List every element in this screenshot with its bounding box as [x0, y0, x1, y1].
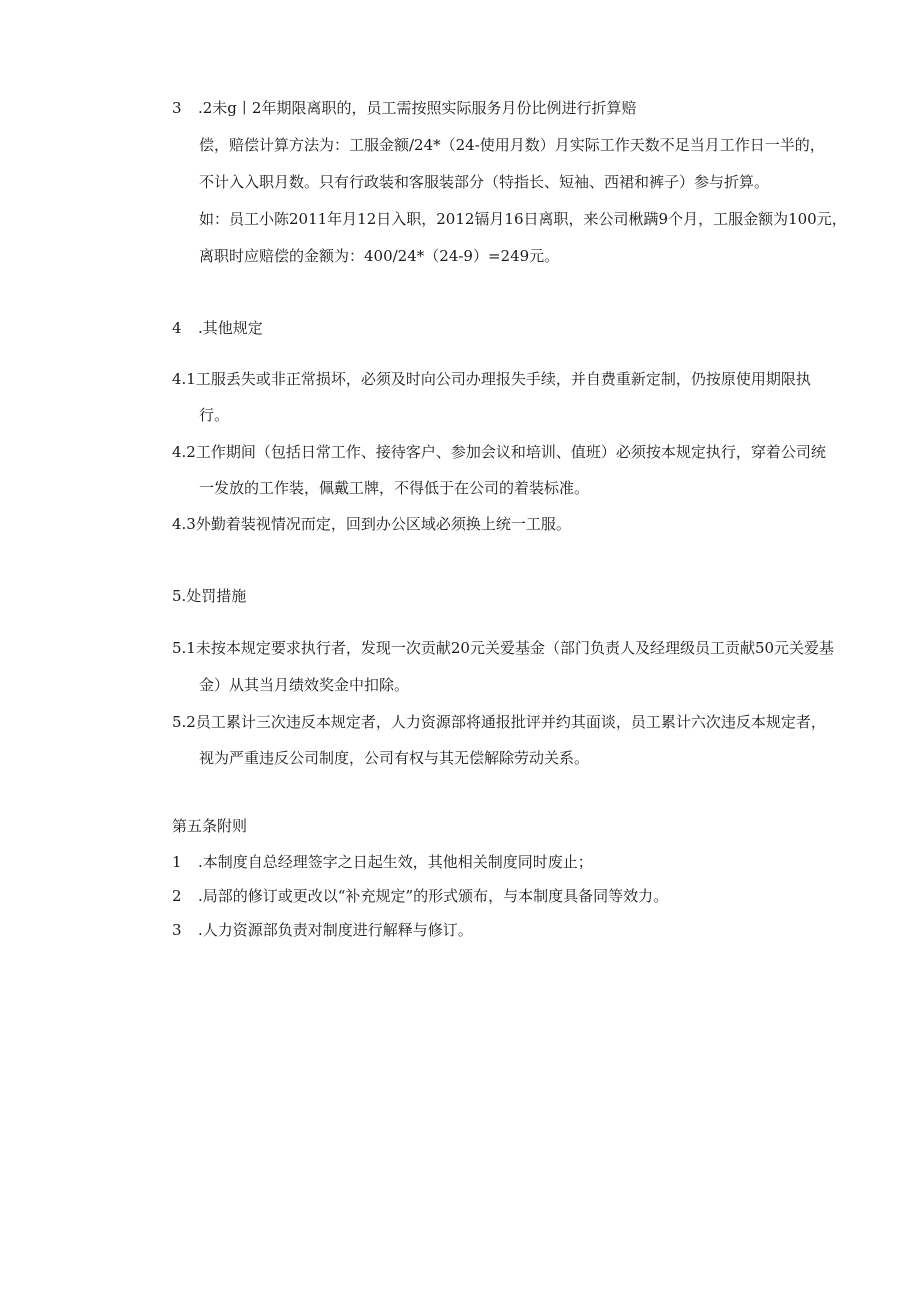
clause-5-1-text: 未按本规定要求执行者，发现一次贡献20元关爱基金（部门负责人及经理级员工贡献50元关爱基 [195, 639, 835, 657]
section-5-heading: 5.处罚措施 [172, 587, 247, 605]
article-5-item-3-number: 3 [172, 921, 182, 939]
article-5-item-1-text: .本制度自总经理签字之日起生效，其他相关制度同时废止； [198, 853, 593, 871]
section-4-number: 4 [172, 319, 182, 337]
clause-5-1-line-2: 金）从其当月绩效奖金中扣除。 [199, 676, 410, 694]
clause-4-3 [172, 514, 571, 534]
clause-4-1-line-1 [172, 369, 811, 389]
section-4-title: .其他规定 [198, 319, 263, 337]
clause-3-2-number: 3 [172, 99, 182, 117]
article-5-item-2 [172, 886, 668, 906]
article-5-item-2-text: .局部的修订或更改以“补充规定”的形式颁布，与本制度具备同等效力。 [198, 887, 669, 905]
clause-3-2-example-result: 离职时应赔偿的金额为：400/24*（24-9）=249元。 [199, 247, 560, 265]
clause-5-2-number: 5.2 [172, 713, 196, 731]
section-4-heading [172, 318, 263, 338]
clause-5-1-line-1 [172, 638, 834, 658]
clause-5-2-line-2: 视为严重违反公司制度，公司有权与其无偿解除劳动关系。 [199, 749, 590, 767]
article-5-item-1-number: 1 [172, 853, 182, 871]
article-5-item-2-number: 2 [172, 887, 182, 905]
clause-4-1-text: 工服丢失或非正常损坏，必须及时向公司办理报失手续，并自费重新定制，仍按原使用期限执 [195, 370, 811, 388]
clause-3-2-text: .2未g丨2年期限离职的，员工需按照实际服务月份比例进行折算赔 [198, 99, 637, 117]
clause-3-2-example: 如：员工小陈2011年月12日入职，2012镉月16日离职，来公司楸蹒9个月，工服金额为100元， [199, 210, 847, 228]
article-5-item-3-text: .人力资源部负责对制度进行解释与修订。 [198, 921, 473, 939]
article-5-heading: 第五条附则 [172, 817, 248, 835]
clause-3-2-line-1 [172, 98, 636, 118]
clause-5-1-number: 5.1 [172, 639, 196, 657]
clause-4-1-number: 4.1 [172, 370, 196, 388]
clause-4-2-line-1 [172, 442, 826, 462]
clause-3-2-line-3: 不计入入职月数。只有行政装和客服装部分（特指长、短袖、西裙和裤子）参与折算。 [199, 173, 770, 191]
clause-5-2-line-1 [172, 712, 826, 732]
clause-3-2-line-2: 偿，赔偿计算方法为：工服金额/24*（24-使用月数）月实际工作天数不足当月工作日一半的， [199, 136, 825, 154]
clause-5-2-text: 员工累计三次违反本规定者，人力资源部将通报批评并约其面谈，员工累计六次违反本规定者， [195, 713, 826, 731]
clause-4-1-line-2: 行。 [199, 406, 230, 424]
clause-4-3-number: 4.3 [172, 515, 196, 533]
article-5-item-3 [172, 920, 473, 940]
clause-4-2-text: 工作期间（包括日常工作、接待客户、参加会议和培训、值班）必须按本规定执行，穿着公司统 [195, 443, 826, 461]
clause-4-3-text: 外勤着装视情况而定，回到办公区域必须换上统一工服。 [195, 515, 571, 533]
clause-4-2-line-2: 一发放的工作装，佩戴工牌，不得低于在公司的着装标准。 [199, 479, 590, 497]
clause-4-2-number: 4.2 [172, 443, 196, 461]
article-5-item-1 [172, 852, 593, 872]
